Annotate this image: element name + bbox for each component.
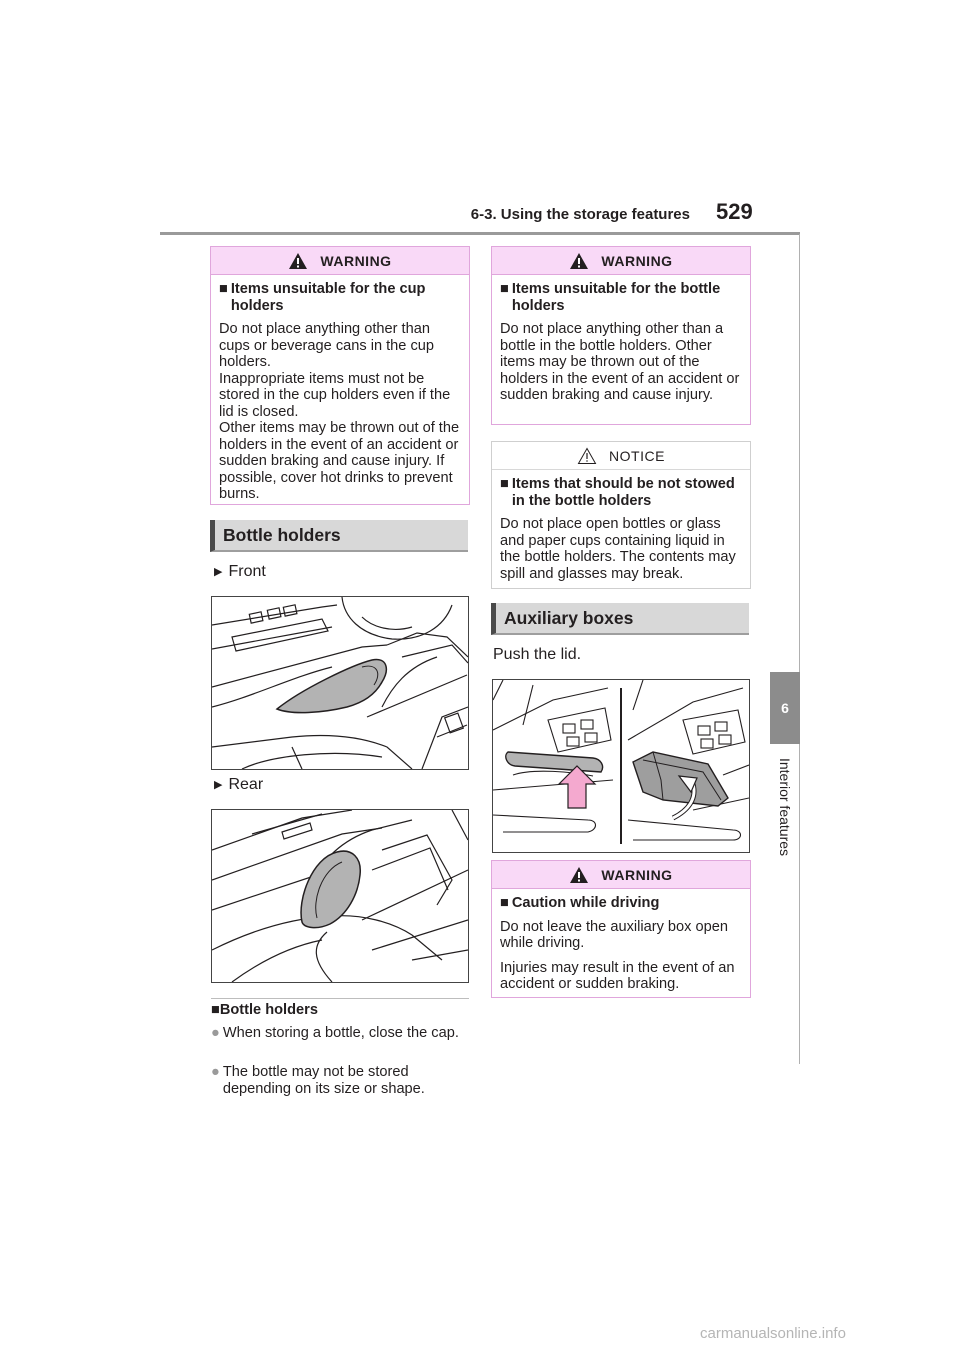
section-heading-auxiliary-boxes: Auxiliary boxes (491, 603, 749, 635)
header-rule (160, 232, 800, 235)
chapter-number-tab: 6 (770, 672, 800, 744)
rear-label-text: Rear (228, 776, 264, 793)
warning-label: WARNING (601, 866, 673, 883)
warning-subheading-text: Items unsuitable for the cup holders (230, 281, 426, 314)
warning-label: WARNING (320, 252, 392, 269)
warning-subheading-text: Items unsuitable for the bottle holders (511, 281, 721, 314)
rear-bottle-holder-illustration (211, 809, 469, 983)
warning-header (211, 247, 469, 275)
notice-subheading-text: Items that should be not stowed in the bottle holders (511, 476, 735, 509)
page-number: 529 (716, 199, 753, 224)
warning-box-bottle-holders (491, 246, 751, 425)
notice-paragraph: Do not place open bottles or glass and paper cups containing liquid in the bottle holders. The contents may spill and glasses may break. (500, 516, 736, 582)
rear-label (214, 776, 263, 794)
warning-triangle-icon (569, 252, 589, 270)
warning-box-auxiliary-boxes (491, 860, 751, 998)
front-label-text: Front (228, 563, 266, 580)
warning-subheading (500, 895, 742, 912)
warning-paragraph: Do not place anything other than a bottle in the bottle holders. Other items may be thrown out of the holders in the event of an accident or sudden braking and cause injury. (500, 321, 740, 403)
square-bullet-icon: ■ (211, 1002, 220, 1018)
notice-subheading (500, 476, 742, 509)
warning-triangle-icon (569, 866, 589, 884)
square-bullet-icon: ■ (500, 281, 509, 297)
warning-label: WARNING (601, 252, 673, 269)
watermark: carmanualsonline.info (700, 1325, 846, 1342)
round-bullet-icon: ● (211, 1064, 220, 1080)
square-bullet-icon: ■ (219, 281, 228, 297)
square-bullet-icon: ■ (500, 476, 509, 492)
triangle-bullet-icon: ▶ (214, 566, 223, 578)
notice-box-bottle-holders (491, 441, 751, 589)
chapter-title: Interior features (777, 757, 793, 856)
warning-subheading-text: Caution while driving (511, 895, 660, 911)
warning-paragraph: Inappropriate items must not be stored in the cup holders even if the lid is closed. (219, 370, 451, 420)
round-bullet-icon: ● (211, 1025, 220, 1041)
warning-header (492, 247, 750, 275)
side-rule (799, 234, 800, 1064)
warning-triangle-icon (288, 252, 308, 270)
notice-label: NOTICE (609, 447, 665, 464)
warning-paragraph: Injuries may result in the event of an accident or sudden braking. (500, 959, 735, 992)
note-title (211, 1002, 318, 1018)
note-bullet (211, 1025, 469, 1042)
note-bullet (211, 1064, 469, 1097)
note-divider (211, 998, 469, 999)
note-title-text: Bottle holders (219, 1002, 318, 1018)
warning-paragraph: Other items may be thrown out of the holders in the event of an accident or sudden braking and cause injury. If possible, cover hot drinks to prevent burns. (219, 420, 460, 502)
warning-subheading (500, 281, 742, 314)
notice-triangle-icon (577, 447, 597, 465)
triangle-bullet-icon: ▶ (214, 779, 223, 791)
warning-paragraph: Do not leave the auxiliary box open while driving. (500, 918, 728, 951)
square-bullet-icon: ■ (500, 895, 509, 911)
aux-instruction: Push the lid. (493, 646, 582, 663)
warning-subheading (219, 281, 461, 314)
warning-paragraph: Do not place anything other than cups or beverage cans in the cup holders. (219, 321, 434, 370)
front-label (214, 563, 266, 581)
section-title: 6-3. Using the storage features (470, 206, 690, 223)
front-bottle-holder-illustration (211, 596, 469, 770)
section-heading-bottle-holders: Bottle holders (210, 520, 468, 552)
auxiliary-box-illustration (492, 679, 750, 853)
warning-box-cup-holders (210, 246, 470, 505)
note-bullet-text: The bottle may not be stored depending on its size or shape. (222, 1064, 425, 1097)
chapter-title-vertical (770, 744, 800, 869)
warning-header (492, 861, 750, 889)
note-bullet-text: When storing a bottle, close the cap. (222, 1025, 459, 1041)
notice-header (492, 442, 750, 470)
